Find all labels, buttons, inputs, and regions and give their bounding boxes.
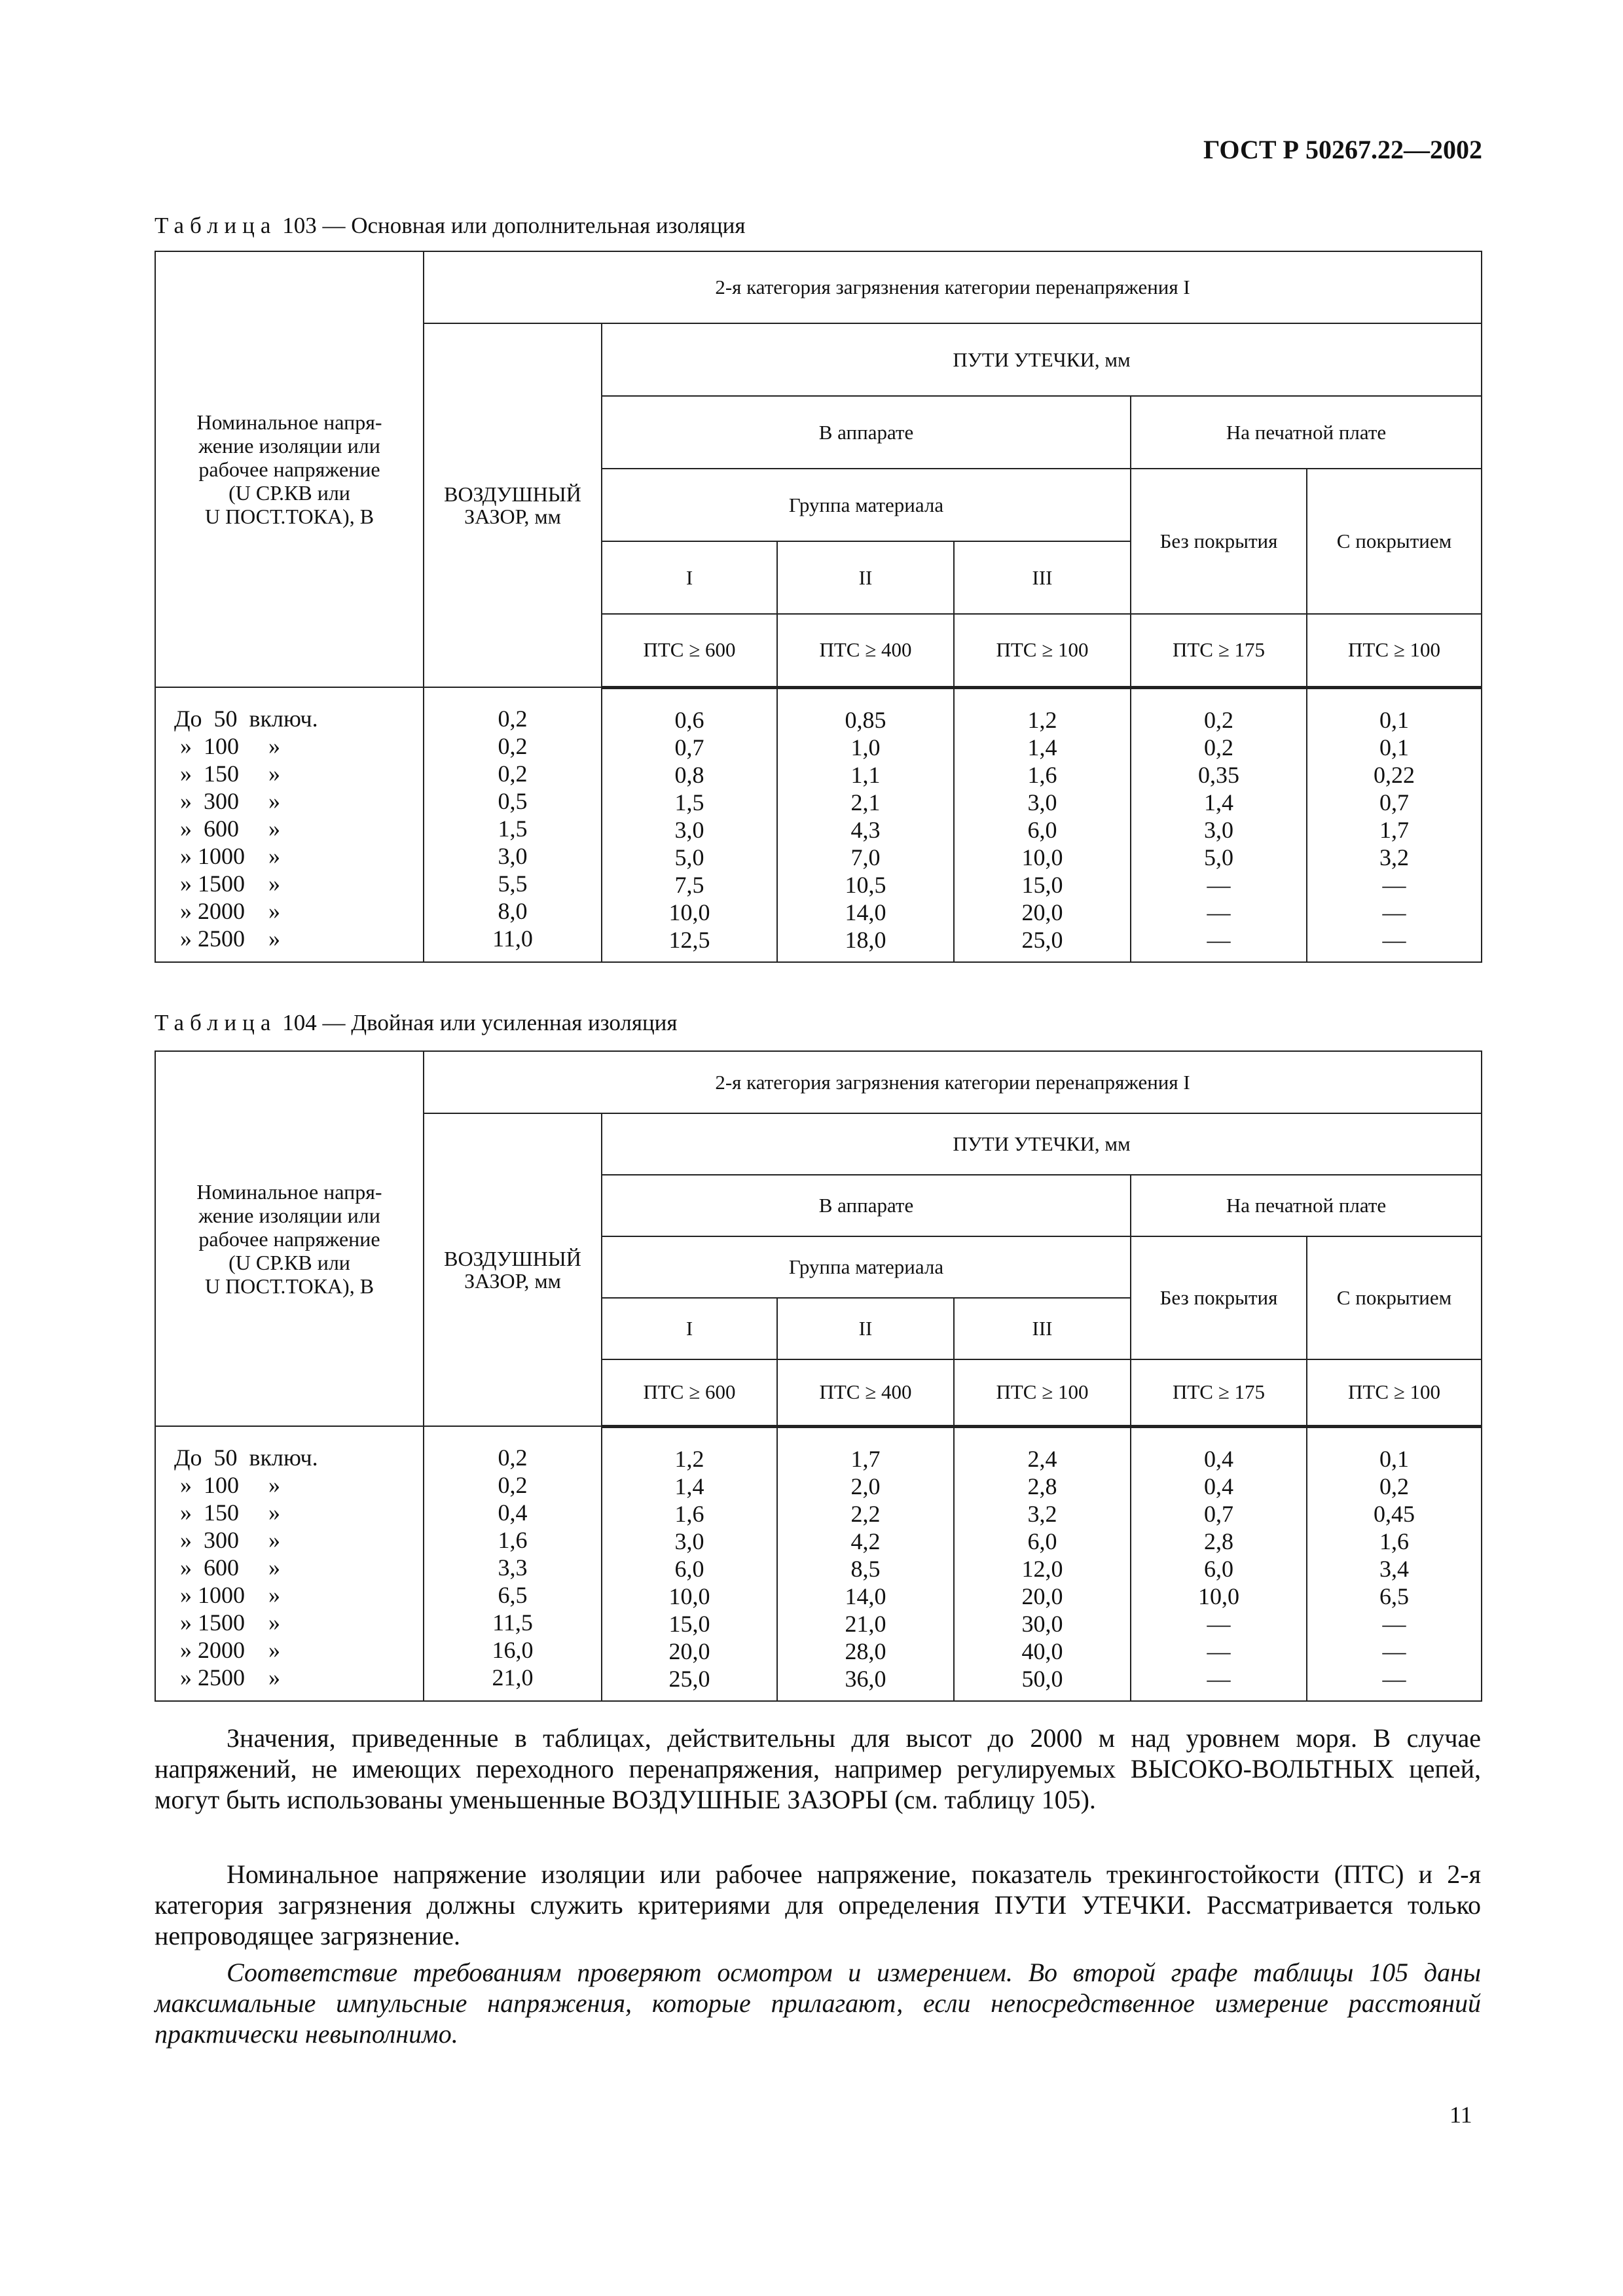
paragraph-altitude	[155, 1723, 1481, 1815]
pcb-uncoated-column: 0,2 0,2 0,35 1,4 3,0 5,0 — — —	[1131, 687, 1307, 962]
nominal-voltage-header: Номинальное напря- жение изоляции или рабочее напряжение (U СР.КВ или U ПОСТ.ТОКА), В	[155, 251, 424, 687]
air-gap-header: ВОЗДУШНЫЙ ЗАЗОР, мм	[424, 1113, 602, 1426]
pts-175: ПТС ≥ 175	[1131, 1359, 1307, 1426]
group-i: I	[602, 541, 777, 614]
group-ii: II	[777, 1298, 954, 1359]
paragraph-compliance-text: Соответствие требованиям проверяют осмотром и измерением. Во второй графе таблицы 105 даны максимальные импульсные напряжения, которые прилагают, если непосредственное измерение расстояний практически невыполнимо.	[155, 1958, 1481, 2049]
on-pcb-header: На печатной плате	[1131, 396, 1482, 469]
table-103	[155, 251, 1482, 963]
group-ii-column: 1,7 2,0 2,2 4,2 8,5 14,0 21,0 28,0 36,0	[777, 1426, 954, 1701]
pts-175: ПТС ≥ 175	[1131, 614, 1307, 687]
pcb-coated-column: 0,1 0,2 0,45 1,6 3,4 6,5 — — —	[1307, 1426, 1482, 1701]
air-gap-column: 0,2 0,2 0,2 0,5 1,5 3,0 5,5 8,0 11,0	[424, 687, 602, 962]
category-header: 2-я категория загрязнения категории перенапряжения I	[424, 251, 1482, 323]
air-gap-header: ВОЗДУШНЫЙ ЗАЗОР, мм	[424, 323, 602, 687]
table-104-caption	[155, 1010, 678, 1036]
air-gap-column: 0,2 0,2 0,4 1,6 3,3 6,5 11,5 16,0 21,0	[424, 1426, 602, 1701]
group-iii-column: 1,2 1,4 1,6 3,0 6,0 10,0 15,0 20,0 25,0	[954, 687, 1131, 962]
pts-600: ПТС ≥ 600	[602, 614, 777, 687]
group-iii: III	[954, 541, 1131, 614]
document-number: ГОСТ Р 50267.22—2002	[1203, 135, 1482, 164]
paragraph-altitude-text: Значения, приведенные в таблицах, действительны для высот до 2000 м над уровнем моря. В случае напряжений, не имеющих переходного перенапряжения, например регулируемых ВЫСОКО-ВОЛЬТНЫХ цепей, могут быть использованы уменьшенные ВОЗДУШНЫЕ ЗАЗОРЫ (см. таблицу 105).	[155, 1723, 1481, 1814]
table-103-caption	[155, 213, 745, 239]
uncoated-header: Без покрытия	[1131, 1236, 1307, 1359]
paragraph-criteria	[155, 1859, 1481, 1951]
voltage-column: До 50 включ. » 100 » » 150 » » 300 » » 600 » » 1000 » » 1500 » » 2000 » » 2500 »	[155, 687, 424, 962]
caption-text: 104 — Двойная или усиленная изоляция	[276, 1010, 678, 1035]
creepage-header: ПУТИ УТЕЧКИ, мм	[602, 323, 1482, 396]
material-group-header: Группа материала	[602, 1236, 1131, 1298]
group-i: I	[602, 1298, 777, 1359]
page-number: 11	[1450, 2102, 1472, 2128]
group-iii-column: 2,4 2,8 3,2 6,0 12,0 20,0 30,0 40,0 50,0	[954, 1426, 1131, 1701]
group-i-column: 1,2 1,4 1,6 3,0 6,0 10,0 15,0 20,0 25,0	[602, 1426, 777, 1701]
group-iii: III	[954, 1298, 1131, 1359]
pcb-uncoated-column: 0,4 0,4 0,7 2,8 6,0 10,0 — — —	[1131, 1426, 1307, 1701]
category-header: 2-я категория загрязнения категории перенапряжения I	[424, 1051, 1482, 1113]
caption-prefix: Таблица	[155, 213, 277, 238]
caption-text: 103 — Основная или дополнительная изоляция	[276, 213, 746, 238]
in-apparatus-header: В аппарате	[602, 1175, 1131, 1236]
on-pcb-header: На печатной плате	[1131, 1175, 1482, 1236]
pts-100-coated: ПТС ≥ 100	[1307, 1359, 1482, 1426]
group-i-column: 0,6 0,7 0,8 1,5 3,0 5,0 7,5 10,0 12,5	[602, 687, 777, 962]
uncoated-header: Без покрытия	[1131, 469, 1307, 614]
coated-header: С покрытием	[1307, 1236, 1482, 1359]
coated-header: С покрытием	[1307, 469, 1482, 614]
group-ii-column: 0,85 1,0 1,1 2,1 4,3 7,0 10,5 14,0 18,0	[777, 687, 954, 962]
voltage-column: До 50 включ. » 100 » » 150 » » 300 » » 600 » » 1000 » » 1500 » » 2000 » » 2500 »	[155, 1426, 424, 1701]
pts-400: ПТС ≥ 400	[777, 1359, 954, 1426]
group-ii: II	[777, 541, 954, 614]
pts-400: ПТС ≥ 400	[777, 614, 954, 687]
material-group-header: Группа материала	[602, 469, 1131, 541]
nominal-voltage-header: Номинальное напря- жение изоляции или рабочее напряжение (U СР.КВ или U ПОСТ.ТОКА), В	[155, 1051, 424, 1426]
table-104	[155, 1050, 1482, 1702]
paragraph-compliance	[155, 1957, 1481, 2049]
creepage-header: ПУТИ УТЕЧКИ, мм	[602, 1113, 1482, 1175]
pts-100: ПТС ≥ 100	[954, 1359, 1131, 1426]
paragraph-criteria-text: Номинальное напряжение изоляции или рабочее напряжение, показатель трекингостойкости (ПТС) и 2-я категория загрязнения должны служить критериями для определения ПУТИ УТЕЧКИ. Рассматривается только непроводящее загрязнение.	[155, 1859, 1481, 1950]
in-apparatus-header: В аппарате	[602, 396, 1131, 469]
pts-600: ПТС ≥ 600	[602, 1359, 777, 1426]
pcb-coated-column: 0,1 0,1 0,22 0,7 1,7 3,2 — — —	[1307, 687, 1482, 962]
pts-100: ПТС ≥ 100	[954, 614, 1131, 687]
pts-100-coated: ПТС ≥ 100	[1307, 614, 1482, 687]
caption-prefix: Таблица	[155, 1010, 277, 1035]
